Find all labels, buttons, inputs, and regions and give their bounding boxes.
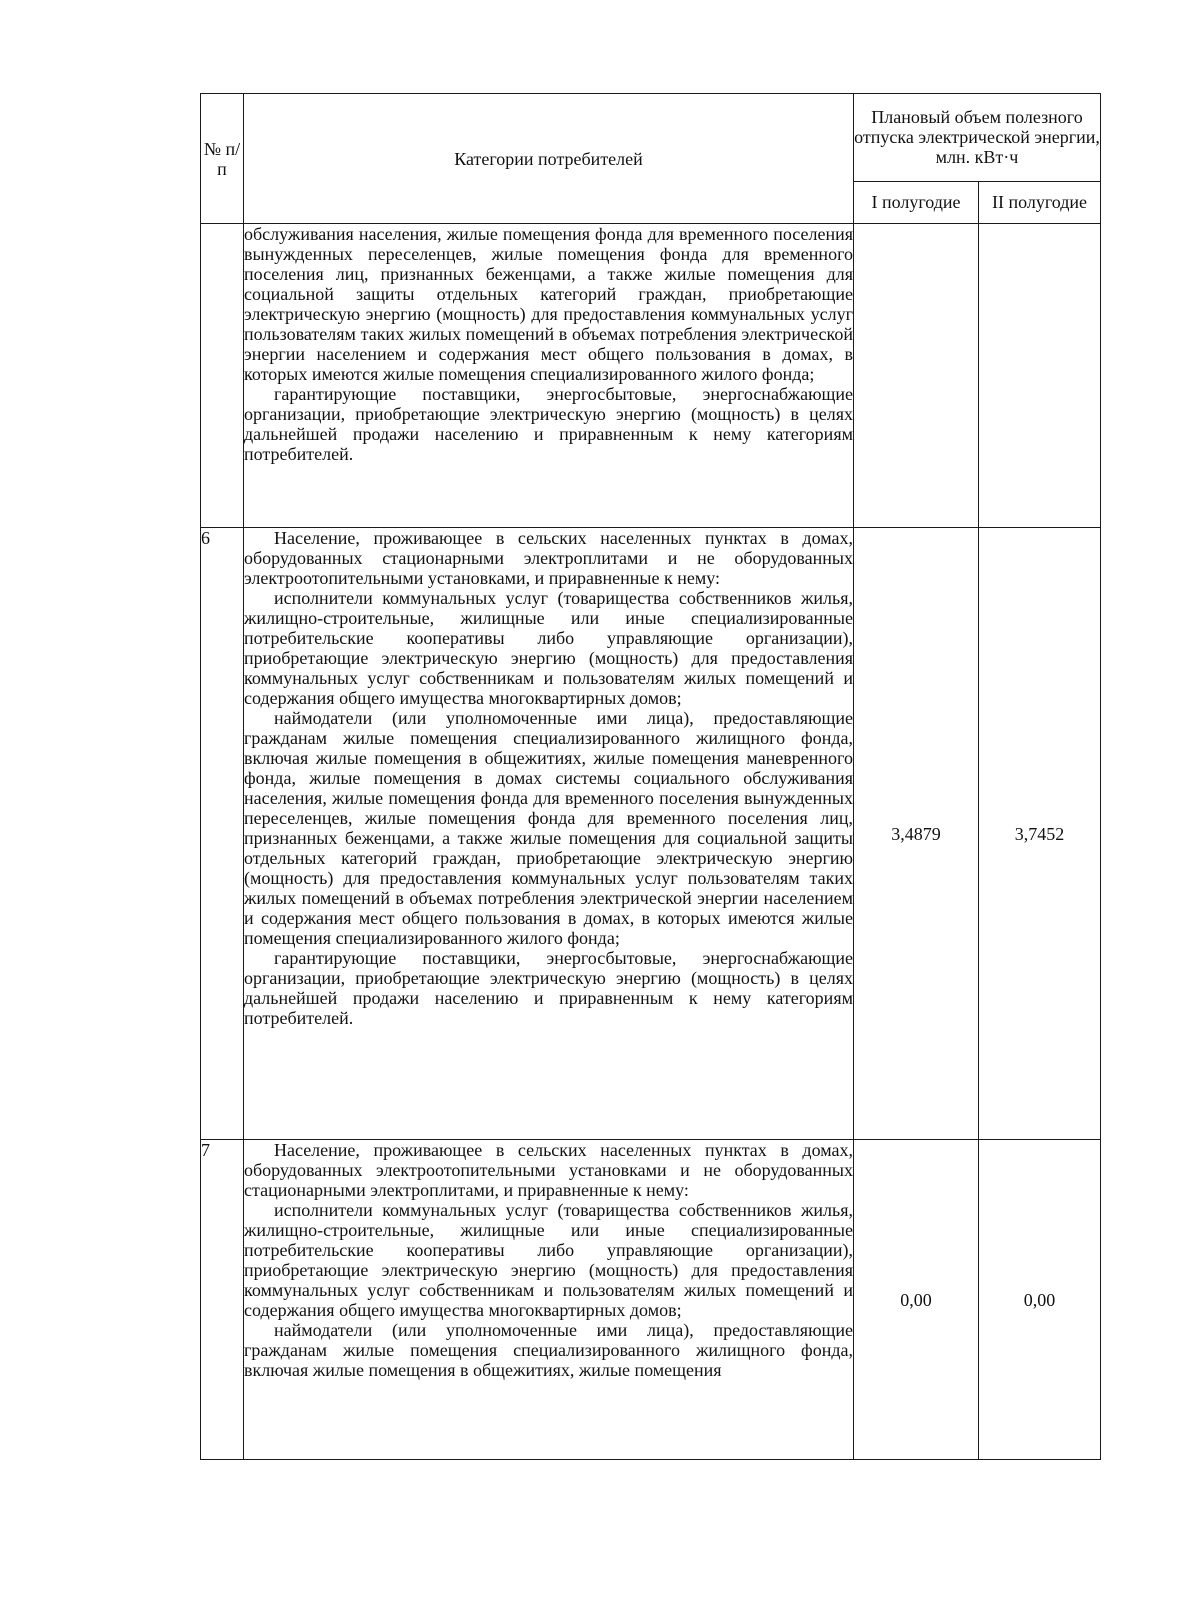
table-row [201,224,1101,528]
header-category: Категории потребителей [244,94,854,224]
table-row [201,528,1101,1140]
category-paragraph: исполнители коммунальных услуг (товарищества собственников жилья, жилищно-строительные, жилищные или иные специализированные потребительские кооперативы либо управляющие организации), приобретающие электрическую энергию (мощность) для предоставления коммунальных услуг собственникам и пользователям жилых помещений и содержания общего имущества многоквартирных домов; [244,1200,853,1320]
row-category [244,224,854,528]
tariff-volume-table [200,93,1101,1460]
header-num: № п/п [201,94,244,224]
row-category [244,528,854,1140]
table-header [201,94,1101,224]
row-value-half-2 [979,224,1101,528]
category-paragraph: обслуживания населения, жилые помещения фонда для временного поселения вынужденных переселенцев, жилые помещения фонда для временного поселения лиц, признанных беженцами, а также жилые помещения для социальной защиты отдельных категорий граждан, приобретающие электрическую энергию (мощность) для предоставления коммунальных услуг пользователям таких жилых помещений в объемах потребления электрической энергии населением и содержания мест общего пользования в домах, в которых имеются жилые помещения специализированного жилого фонда; [244,224,853,384]
header-volume: Плановый объем полезного отпуска электрической энергии, млн. кВт·ч [854,94,1101,182]
header-half-1: I полугодие [854,181,979,223]
row-value-half-1: 3,4879 [854,528,979,1140]
category-paragraph: наймодатели (или уполномоченные ими лица), предоставляющие гражданам жилые помещения специализированного жилищного фонда, включая жилые помещения в общежитиях, жилые помещения маневренного фонда, жилые помещения в домах системы социального обслуживания населения, жилые помещения фонда для временного поселения вынужденных переселенцев, жилые помещения фонда для временного поселения лиц, признанных беженцами, а также жилые помещения для социальной защиты отдельных категорий граждан, приобретающие электрическую энергию (мощность) для предоставления коммунальных услуг пользователям таких жилых помещений в объемах потребления электрической энергии населением и содержания мест общего пользования в домах, в которых имеются жилые помещения специализированного жилого фонда; [244,708,853,948]
row-category [244,1140,854,1460]
category-paragraph: Население, проживающее в сельских населенных пунктах в домах, оборудованных стационарными электроплитами и не оборудованных электроотопительными установками, и приравненные к нему: [244,528,853,588]
category-paragraph: наймодатели (или уполномоченные ими лица), предоставляющие гражданам жилые помещения специализированного жилищного фонда, включая жилые помещения в общежитиях, жилые помещения [244,1320,853,1380]
header-half-2: II полугодие [979,181,1101,223]
row-value-half-1: 0,00 [854,1140,979,1460]
row-number [201,224,244,528]
category-paragraph: гарантирующие поставщики, энергосбытовые, энергоснабжающие организации, приобретающие электрическую энергию (мощность) в целях дальнейшей продажи населению и приравненным к нему категориям потребителей. [244,948,853,1028]
row-number: 7 [201,1140,244,1460]
category-paragraph: исполнители коммунальных услуг (товарищества собственников жилья, жилищно-строительные, жилищные или иные специализированные потребительские кооперативы либо управляющие организации), приобретающие электрическую энергию (мощность) для предоставления коммунальных услуг собственникам и пользователям жилых помещений и содержания общего имущества многоквартирных домов; [244,588,853,708]
category-paragraph: Население, проживающее в сельских населенных пунктах в домах, оборудованных электроотопительными установками и не оборудованных стационарными электроплитами, и приравненные к нему: [244,1140,853,1200]
table-row [201,1140,1101,1460]
row-number: 6 [201,528,244,1140]
row-value-half-2: 0,00 [979,1140,1101,1460]
row-value-half-1 [854,224,979,528]
category-paragraph: гарантирующие поставщики, энергосбытовые, энергоснабжающие организации, приобретающие электрическую энергию (мощность) в целях дальнейшей продажи населению и приравненным к нему категориям потребителей. [244,384,853,464]
row-value-half-2: 3,7452 [979,528,1101,1140]
